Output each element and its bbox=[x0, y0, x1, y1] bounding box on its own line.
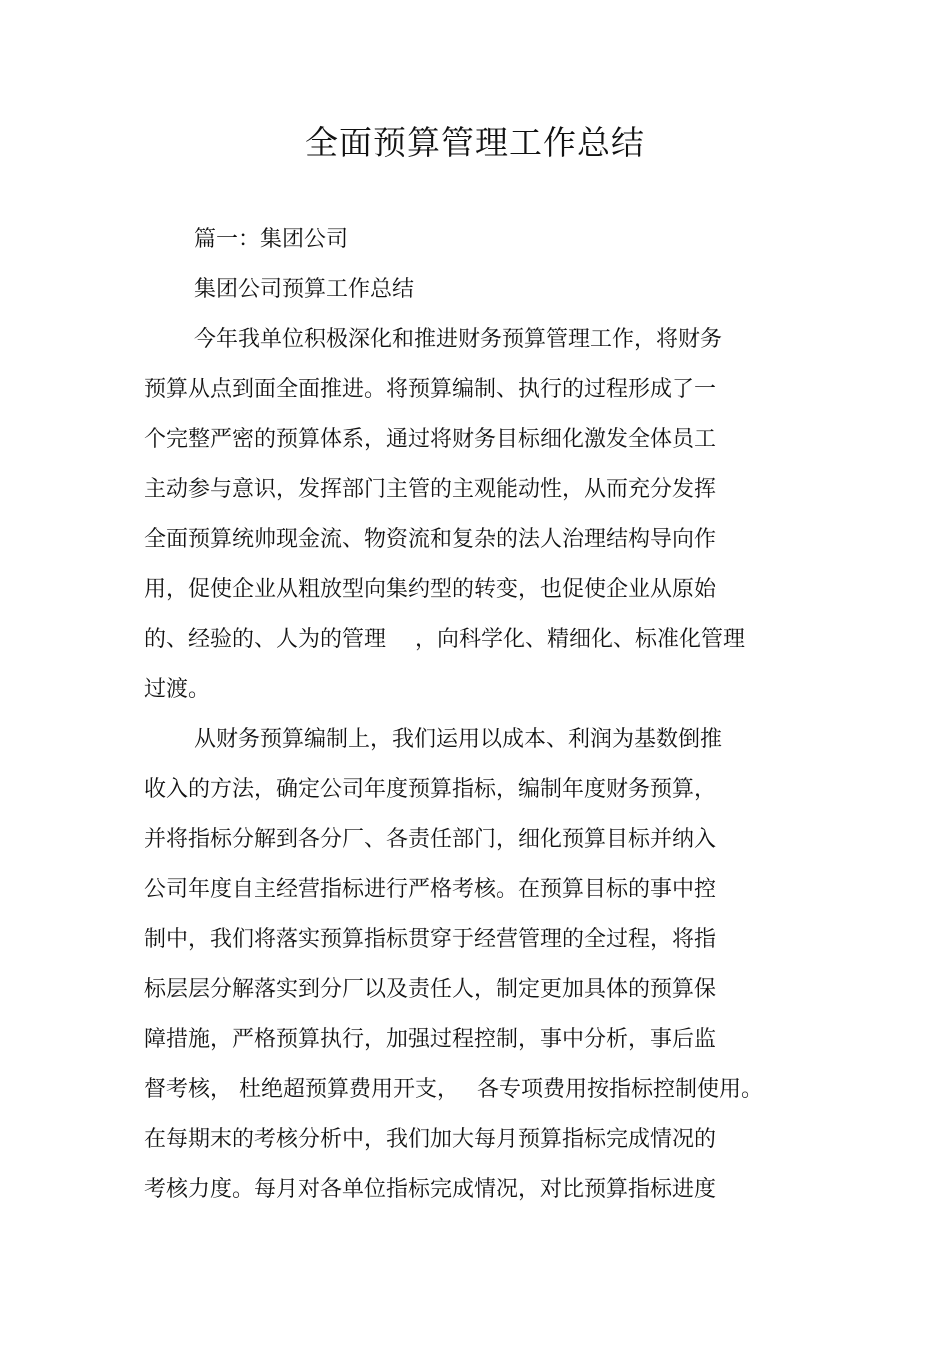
paragraph-line: 收入的方法，确定公司年度预算指标，编制年度财务预算， bbox=[144, 777, 717, 802]
paragraph-line: 考核力度。每月对各单位指标完成情况，对比预算指标进度 bbox=[144, 1177, 717, 1202]
paragraph-line: 标层层分解落实到分厂以及责任人，制定更加具体的预算保 bbox=[144, 977, 717, 1002]
paragraph-line: 过渡。 bbox=[144, 677, 211, 702]
paragraph-line: 障措施，严格预算执行，加强过程控制，事中分析，事后监 bbox=[144, 1027, 717, 1052]
paragraph-line: 今年我单位积极深化和推进财务预算管理工作，将财务 bbox=[194, 327, 723, 352]
paragraph-line: 主动参与意识，发挥部门主管的主观能动性，从而充分发挥 bbox=[144, 477, 717, 502]
paragraph-line: 的、经验的、人为的管理 ，向科学化、精细化、标准化管理 bbox=[144, 627, 745, 652]
subheading: 集团公司预算工作总结 bbox=[194, 277, 415, 302]
document-title: 全面预算管理工作总结 bbox=[305, 123, 645, 162]
paragraph-line: 预算从点到面全面推进。将预算编制、执行的过程形成了一 bbox=[144, 377, 717, 402]
paragraph-line: 个完整严密的预算体系，通过将财务目标细化激发全体员工 bbox=[144, 427, 717, 452]
paragraph-line: 公司年度自主经营指标进行严格考核。在预算目标的事中控 bbox=[144, 877, 717, 902]
paragraph-line: 从财务预算编制上，我们运用以成本、利润为基数倒推 bbox=[194, 727, 723, 752]
paragraph-line: 用，促使企业从粗放型向集约型的转变，也促使企业从原始 bbox=[144, 577, 717, 602]
paragraph-line: 督考核， 杜绝超预算费用开支， 各专项费用按指标控制使用。 bbox=[144, 1077, 763, 1102]
paragraph-line: 全面预算统帅现金流、物资流和复杂的法人治理结构导向作 bbox=[144, 527, 717, 552]
paragraph-line: 制中，我们将落实预算指标贯穿于经营管理的全过程，将指 bbox=[144, 927, 717, 952]
paragraph-line: 并将指标分解到各分厂、各责任部门，细化预算目标并纳入 bbox=[144, 827, 717, 852]
paragraph-line: 在每期末的考核分析中，我们加大每月预算指标完成情况的 bbox=[144, 1127, 717, 1152]
section-heading: 篇一：集团公司 bbox=[194, 227, 349, 252]
